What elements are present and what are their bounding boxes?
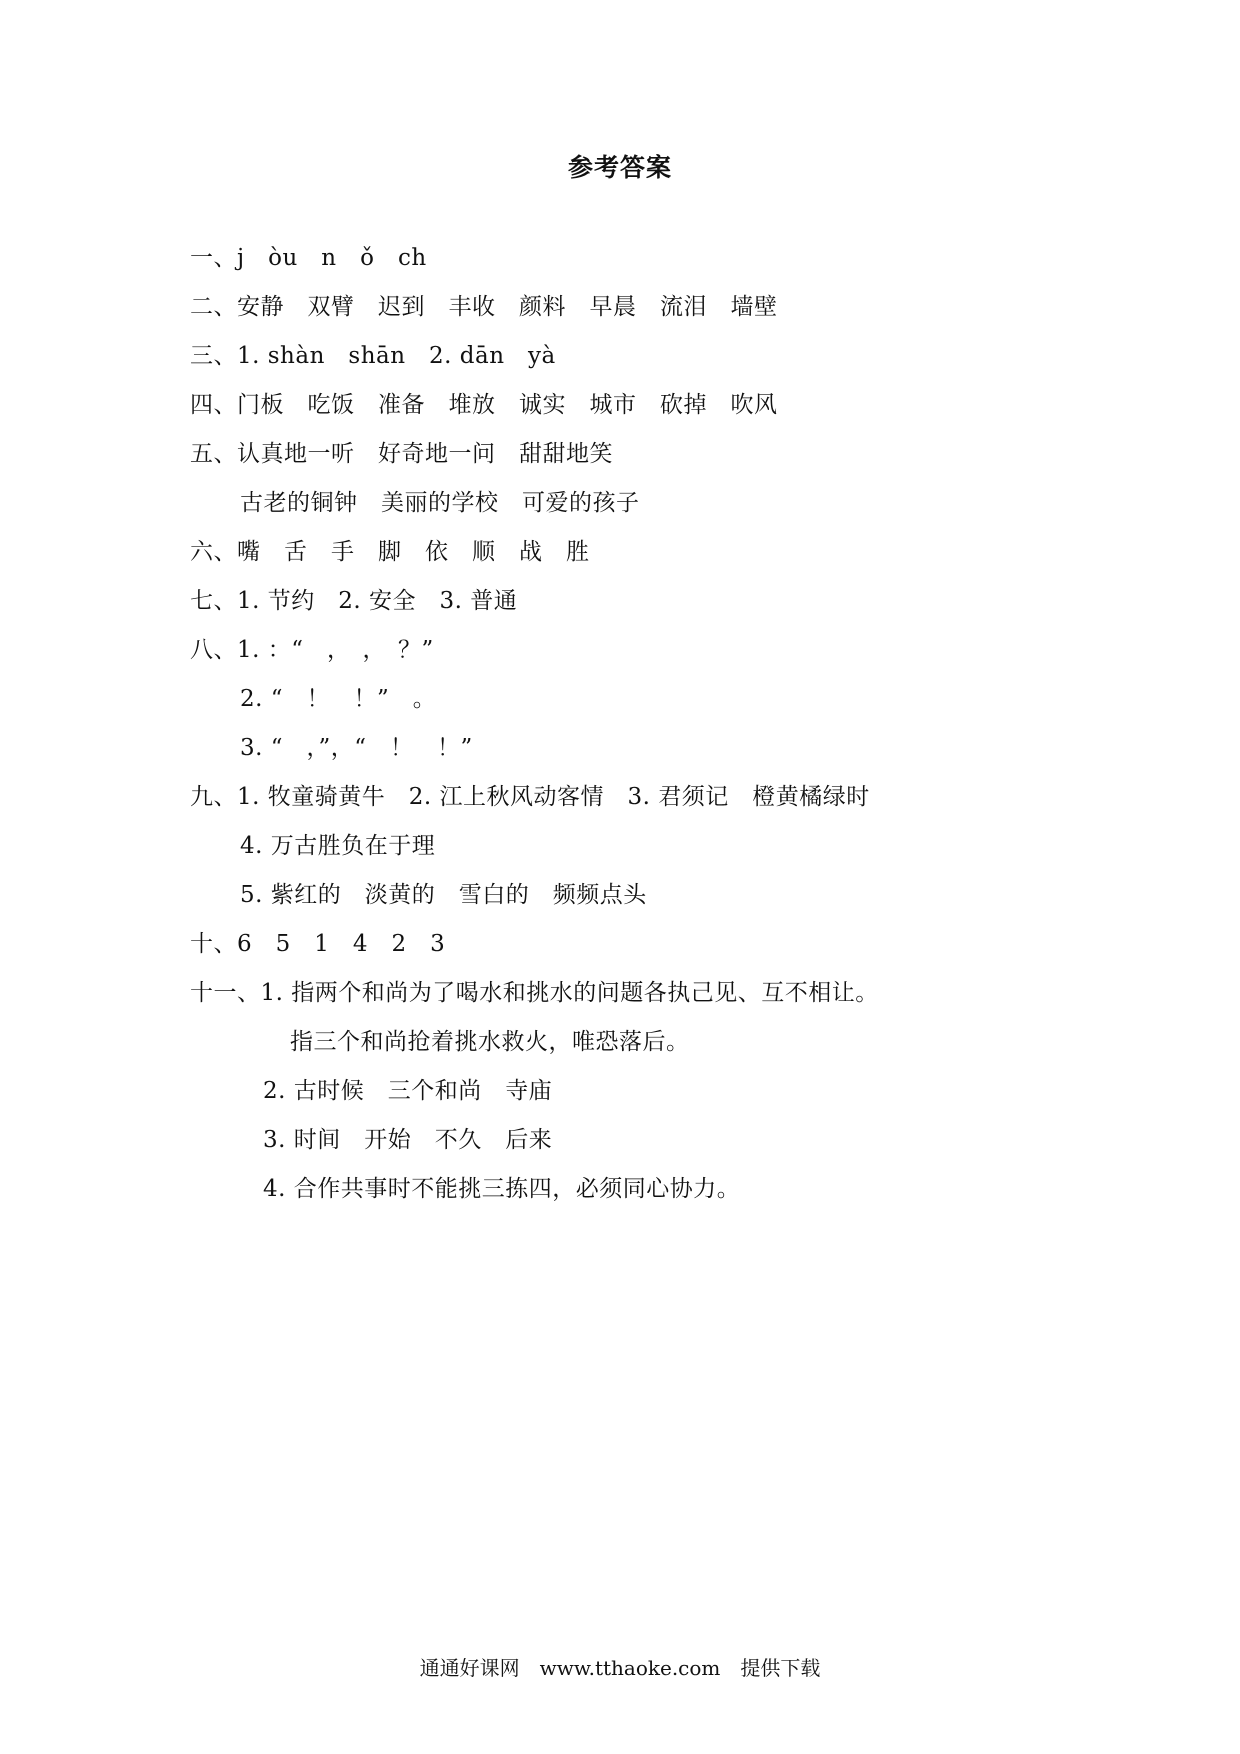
answer-line-8: 八、1. ：“ ， ， ？” [190, 637, 434, 663]
answer-line-9-4: 4. 万古胜负在于理 [240, 833, 436, 859]
answer-line-9-5: 5. 紫红的 淡黄的 雪白的 频频点头 [240, 882, 647, 908]
answer-line-11: 十一、1. 指两个和尚为了喝水和挑水的问题各执己见、互不相让。 [190, 980, 879, 1006]
page-title: 参考答案 [567, 153, 672, 182]
answer-line-1: 一、j òu n ǒ ch [190, 245, 427, 271]
footer-credit: 通通好课网 www.tthaoke.com 提供下载 [419, 1656, 821, 1680]
answer-line-10: 十、6 5 1 4 2 3 [190, 931, 446, 957]
answer-line-2: 二、安静 双臂 迟到 丰收 颜料 早晨 流泪 墙壁 [190, 294, 778, 320]
answer-line-11-cont: 指三个和尚抢着挑水救火，唯恐落后。 [290, 1029, 690, 1055]
answer-line-5: 五、认真地一听 好奇地一问 甜甜地笑 [190, 441, 613, 467]
answer-line-11-3: 3. 时间 开始 不久 后来 [263, 1127, 553, 1153]
answer-line-9: 九、1. 牧童骑黄牛 2. 江上秋风动客情 3. 君须记 橙黄橘绿时 [190, 784, 870, 810]
answer-line-3: 三、1. shàn shān 2. dān yà [190, 343, 556, 369]
answer-line-8-3: 3. “ ，”，“ ！ ！” [240, 735, 473, 761]
answer-line-7: 七、1. 节约 2. 安全 3. 普通 [190, 588, 518, 614]
answer-line-4: 四、门板 吃饭 准备 堆放 诚实 城市 砍掉 吹风 [190, 392, 778, 418]
answer-line-5-cont: 古老的铜钟 美丽的学校 可爱的孩子 [240, 490, 640, 516]
answer-line-11-4: 4. 合作共事时不能挑三拣四，必须同心协力。 [263, 1176, 741, 1202]
answer-line-11-2: 2. 古时候 三个和尚 寺庙 [263, 1078, 553, 1104]
answer-line-6: 六、嘴 舌 手 脚 依 顺 战 胜 [190, 539, 590, 565]
answer-line-8-2: 2. “ ！ ！” 。 [240, 686, 437, 712]
